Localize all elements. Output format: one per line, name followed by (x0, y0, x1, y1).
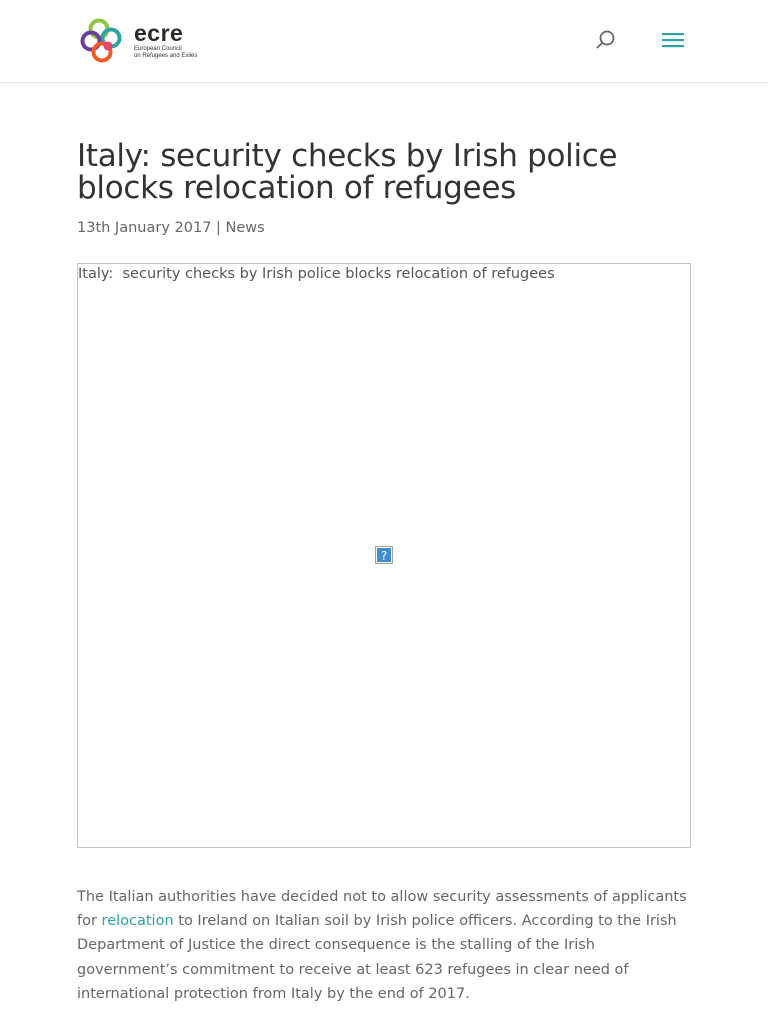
site-header (0, 0, 768, 83)
article-title: Italy: security checks by Irish police blocks relocation of refugees (77, 138, 618, 206)
article-image-broken (77, 263, 691, 848)
meta-separator: | (211, 220, 226, 236)
broken-image-icon (375, 546, 393, 564)
search-button[interactable] (595, 29, 617, 51)
logo-name: ecre (134, 20, 184, 46)
logo-subtitle-line2: on Refugees and Exiles (134, 53, 198, 59)
svg-text:?: ? (380, 549, 388, 563)
logo-subtitle-line1: European Council (134, 46, 182, 52)
paragraph-part-2: to Ireland on Italian soil by Irish police officers. According to the Irish Department of Justice the direct consequence is the stalling of the Irish government’s commitment to receive at least 623 refugees in clear need of international protection from Italy by the end of 2017. (77, 913, 677, 1002)
relocation-link[interactable]: relocation (101, 913, 174, 930)
article-date: 13th January 2017 (77, 220, 212, 236)
logo-text (134, 22, 197, 60)
search-icon (595, 29, 617, 51)
article-header (77, 140, 691, 239)
article-meta (77, 217, 691, 239)
image-alt-text: Italy: security checks by Irish police blocks relocation of refugees (78, 266, 555, 282)
menu-button[interactable] (660, 28, 686, 52)
ecre-logo-mark-icon (80, 16, 130, 66)
paragraph-part-1: The Italian authorities have decided not to allow security assessments of applicants for (77, 889, 687, 930)
hamburger-menu-icon (660, 28, 686, 52)
article-paragraph (77, 885, 695, 1006)
category-link-news[interactable]: News (225, 220, 265, 236)
ecre-logo[interactable] (80, 16, 197, 66)
